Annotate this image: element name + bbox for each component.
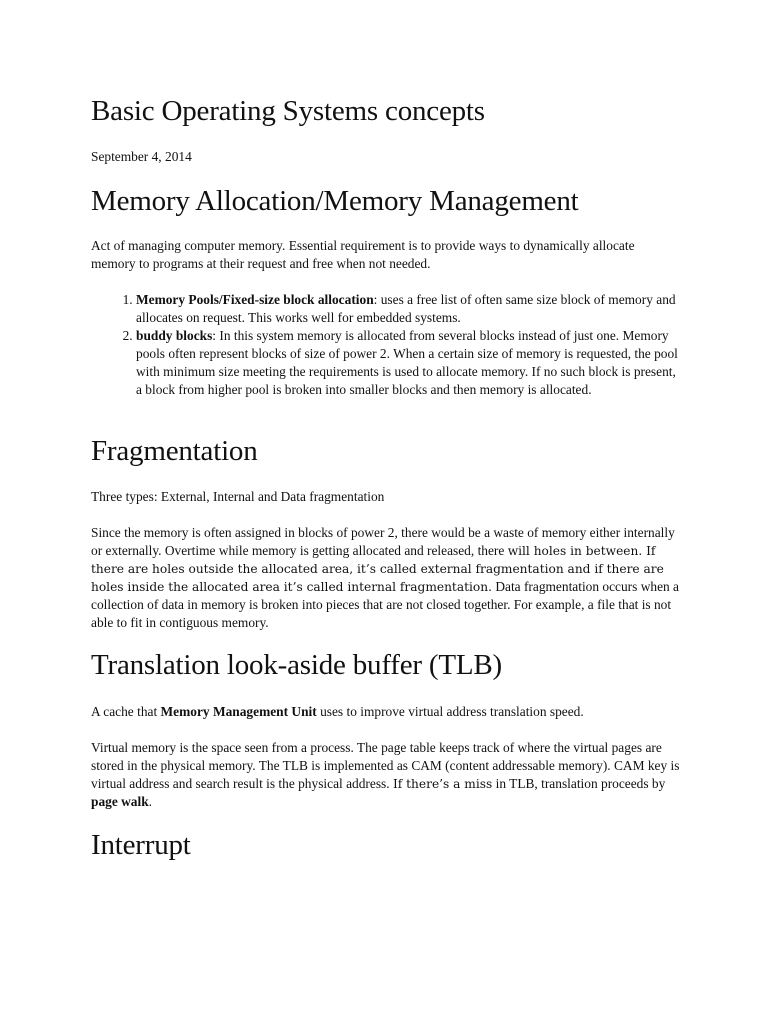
tlb-term: page walk bbox=[91, 794, 149, 809]
tlb-cache-text: uses to improve virtual address translation speed. bbox=[316, 704, 584, 719]
fragmentation-types: Three types: External, Internal and Data fragmentation bbox=[91, 489, 385, 504]
memory-intro: Act of managing computer memory. Essential requirement is to provide ways to dynamically allocate memory to programs at their request and free when not needed. bbox=[91, 238, 635, 271]
tlb-heading: Translation look-aside buffer (TLB) bbox=[91, 649, 503, 681]
fragmentation-text: Data fragmentation occurs when a collection of data in memory is broken into pieces that are not closed together. For example, a file that is not able to fit in contiguous memory. bbox=[91, 579, 679, 630]
list-item-term: Memory Pools/Fixed-size block allocation bbox=[136, 292, 374, 307]
tlb-text: . bbox=[148, 794, 153, 809]
list-item-text: : uses a free list of often same size block of memory and allocates on request. This works well for embedded systems. bbox=[136, 292, 676, 325]
memory-list bbox=[91, 291, 681, 399]
list-item bbox=[136, 327, 681, 399]
fragmentation-text-alt: will holes in between. If there are holes outside the allocated area, it’s called external fragmentation and if there are holes inside the allocated area it’s called internal fragmentation. bbox=[91, 544, 664, 594]
list-item-term: buddy blocks bbox=[136, 328, 213, 343]
page-title: Basic Operating Systems concepts bbox=[91, 95, 485, 127]
fragmentation-heading: Fragmentation bbox=[91, 435, 258, 467]
list-item-text: : In this system memory is allocated from several blocks instead of just one. Memory pools often represent blocks of size of power 2. When a certain size of memory is requested, the pool with minimum size meeting the requirements is used to allocate memory. If no such block is present, a block from higher pool is broken into smaller blocks and then memory is allocated. bbox=[136, 328, 678, 397]
tlb-cache-line bbox=[91, 703, 681, 721]
post-date: September 4, 2014 bbox=[91, 149, 192, 164]
tlb-text-alt: If there’s a miss bbox=[392, 777, 493, 791]
list-item bbox=[136, 291, 681, 327]
tlb-text: Virtual memory is the space seen from a process. The page table keeps track of where the virtual pages are stored in the physical memory. The TLB is implemented as CAM (content addressable memory). CAM key is virtual address and search result is the physical address. bbox=[91, 740, 680, 791]
tlb-paragraph bbox=[91, 739, 681, 811]
tlb-text: in TLB, translation proceeds by bbox=[492, 776, 666, 791]
memory-heading: Memory Allocation/Memory Management bbox=[91, 185, 579, 217]
fragmentation-paragraph bbox=[91, 524, 681, 632]
interrupt-heading: Interrupt bbox=[91, 829, 191, 861]
tlb-cache-text: A cache that bbox=[91, 704, 161, 719]
tlb-cache-term: Memory Management Unit bbox=[160, 704, 317, 719]
fragmentation-text: Since the memory is often assigned in blocks of power 2, there would be a waste of memory either internally or externally. Overtime while memory is getting allocated and released, there bbox=[91, 525, 675, 558]
